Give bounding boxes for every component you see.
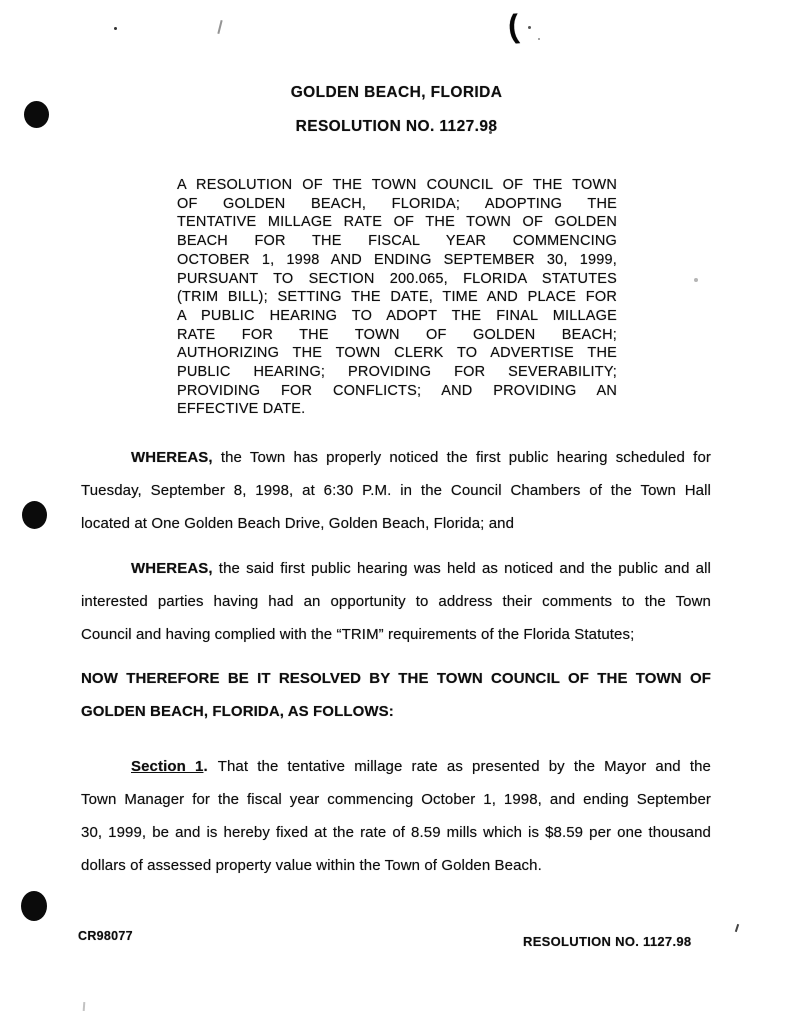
section-1-heading: Section 1: [131, 758, 204, 775]
paragraph-line: [81, 750, 711, 783]
caption-line: RATE FOR THE TOWN OF GOLDEN BEACH;: [177, 326, 617, 343]
paragraph-line: [81, 441, 711, 474]
speck-near-paren-2: [538, 38, 540, 40]
whereas-keyword: WHEREAS,: [131, 560, 213, 577]
slash-mark-top: [217, 20, 222, 34]
caption-line: TENTATIVE MILLAGE RATE OF THE TOWN OF GOLDEN: [177, 214, 617, 231]
paragraph-line: NOW THEREFORE BE IT RESOLVED BY THE TOWN COUNCIL OF THE TOWN OF: [81, 670, 711, 687]
paragraph-line: Town Manager for the fiscal year commencing October 1, 1998, and ending September: [81, 791, 711, 808]
paragraph-line: dollars of assessed property value within the Town of Golden Beach.: [81, 857, 542, 874]
footer-document-code: CR98077: [78, 929, 133, 943]
caption-line: A RESOLUTION OF THE TOWN COUNCIL OF THE TOWN: [177, 177, 617, 193]
caption-line: (TRIM BILL); SETTING THE DATE, TIME AND PLACE FOR: [177, 289, 617, 306]
section-1-paragraph: [81, 750, 711, 882]
punch-hole-dot-middle: [22, 501, 47, 529]
resolved-clause: [81, 662, 711, 728]
whereas-paragraph-2: [81, 552, 711, 651]
paragraph-text: the said first public hearing was held as noticed and the public and all: [212, 560, 711, 577]
document-title-resolution-number: RESOLUTION NO. 1127.98: [295, 118, 498, 135]
caption-line: PURSUANT TO SECTION 200.065, FLORIDA STATUTES: [177, 270, 617, 287]
footer-resolution-number: RESOLUTION NO. 1127.98: [523, 934, 692, 949]
speck-right-margin: [694, 278, 698, 282]
paragraph-line: interested parties having had an opportunity to address their comments to the Town: [81, 593, 711, 610]
paragraph-line: Tuesday, September 8, 1998, at 6:30 P.M. in the Council Chambers of the Town Hall: [81, 482, 711, 499]
caption-line: EFFECTIVE DATE.: [177, 401, 306, 418]
paragraph-line: GOLDEN BEACH, FLORIDA, AS FOLLOWS:: [81, 703, 394, 720]
whereas-keyword: WHEREAS,: [131, 449, 213, 466]
caption-line: OF GOLDEN BEACH, FLORIDA; ADOPTING THE: [177, 195, 617, 212]
caption-line: OCTOBER 1, 1998 AND ENDING SEPTEMBER 30, 1999,: [177, 251, 617, 268]
resolution-caption-block: [177, 176, 617, 419]
paragraph-line: 30, 1999, be and is hereby fixed at the rate of 8.59 mills which is $8.59 per one thousand: [81, 824, 711, 841]
tick-mark-footer-right: [735, 924, 739, 932]
paren-scan-mark: (: [506, 7, 521, 45]
caption-line: PUBLIC HEARING; PROVIDING FOR SEVERABILITY;: [177, 364, 617, 381]
caption-line: BEACH FOR THE FISCAL YEAR COMMENCING: [177, 233, 617, 250]
paragraph-line: Council and having complied with the “TRIM” requirements of the Florida Statutes;: [81, 626, 635, 643]
whereas-paragraph-1: [81, 441, 711, 540]
caption-line: PROVIDING FOR CONFLICTS; AND PROVIDING AN: [177, 382, 617, 399]
section-1-period: .: [203, 758, 208, 775]
paragraph-text: the Town has properly noticed the first public hearing scheduled for: [212, 449, 711, 466]
paragraph-line: [81, 552, 711, 585]
caption-line: A PUBLIC HEARING TO ADOPT THE FINAL MILLAGE: [177, 307, 617, 324]
speck-bottom-left: [83, 1002, 86, 1011]
speck-near-paren-1: [528, 26, 531, 29]
speck-top-left: [114, 27, 117, 30]
document-title-city: GOLDEN BEACH, FLORIDA: [290, 84, 503, 101]
paragraph-line: located at One Golden Beach Drive, Golden Beach, Florida; and: [81, 515, 515, 532]
punch-hole-dot-bottom: [21, 891, 47, 921]
paragraph-text: That the tentative millage rate as presented by the Mayor and the: [217, 758, 711, 775]
caption-line: AUTHORIZING THE TOWN CLERK TO ADVERTISE THE: [177, 345, 617, 362]
